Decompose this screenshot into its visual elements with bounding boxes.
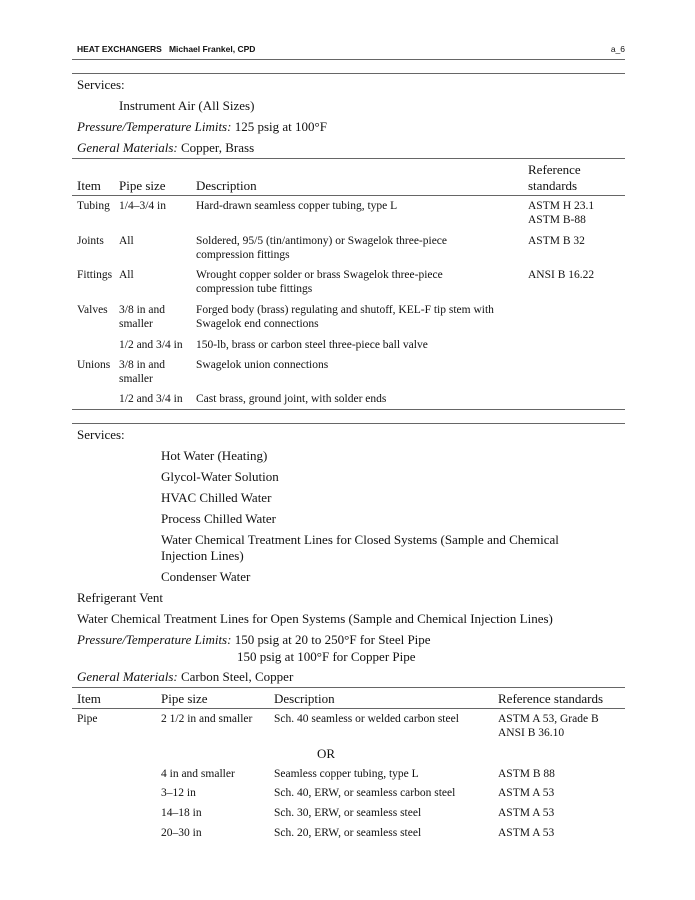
table1-row-ref: ASTM H 23.1 ASTM B-88 xyxy=(528,200,595,226)
section2-service: Process Chilled Water xyxy=(161,511,276,526)
table1-row-size: All xyxy=(119,235,134,247)
table2-row-desc: Sch. 30, ERW, or seamless steel xyxy=(274,807,422,819)
header-title: HEAT EXCHANGERS xyxy=(77,44,162,54)
table1-row-desc: Cast brass, ground joint, with solder ends xyxy=(196,393,387,405)
table1-col-item: Item xyxy=(77,178,101,193)
section2-services-label: Services: xyxy=(77,427,125,442)
section2-service: Water Chemical Treatment Lines for Closed Systems (Sample and Chemical Injection Lines) xyxy=(161,532,559,563)
table1-row-size: All xyxy=(119,269,134,281)
table1-row-size: 3/8 in and smaller xyxy=(119,359,165,385)
table1-row-item: Tubing xyxy=(77,200,110,212)
section2-service: Condenser Water xyxy=(161,569,251,584)
materials-label: General Materials: xyxy=(77,140,178,155)
section2-open-systems: Water Chemical Treatment Lines for Open Systems (Sample and Chemical Injection Lines) xyxy=(77,611,553,626)
table1-row-desc: Soldered, 95/5 (tin/antimony) or Swagelok three-piece compression fittings xyxy=(196,235,448,261)
materials-label: General Materials: xyxy=(77,669,178,684)
table2-header-rule xyxy=(72,708,625,709)
limits-value: 125 psig at 100°F xyxy=(234,119,327,134)
table1-bottom-rule xyxy=(72,409,625,410)
section1-materials xyxy=(77,140,254,156)
section2-materials xyxy=(77,669,293,685)
table1-row-desc: 150-lb, brass or carbon steel three-piece ball valve xyxy=(196,339,428,351)
materials-value: Copper, Brass xyxy=(180,140,255,155)
table1-row-size: 1/2 and 3/4 in xyxy=(119,339,183,351)
section2-top-rule xyxy=(72,423,625,424)
table2-row-ref: ASTM B 88 xyxy=(498,768,555,780)
section2-limits-line2: 150 psig at 100°F for Copper Pipe xyxy=(237,649,416,664)
table2-row-ref: ASTM A 53, Grade B ANSI B 36.10 xyxy=(498,713,599,739)
table1-row-size: 1/4–3/4 in xyxy=(119,200,166,212)
table1-row-ref: ANSI B 16.22 xyxy=(528,269,595,281)
section2-limits xyxy=(77,632,431,648)
table2-or-separator: OR xyxy=(317,746,336,761)
table1-row-item: Valves xyxy=(77,304,108,316)
table1-row-item: Joints xyxy=(77,235,104,247)
table2-col-desc: Description xyxy=(274,691,335,706)
table2-row-size: 20–30 in xyxy=(161,827,202,839)
table2-row-item: Pipe xyxy=(77,713,98,725)
section1-top-rule xyxy=(72,73,625,74)
table2-row-size: 2 1/2 in and smaller xyxy=(161,713,253,725)
table1-row-item: Fittings xyxy=(77,269,113,281)
section2-service: HVAC Chilled Water xyxy=(161,490,272,505)
table1-header-rule xyxy=(72,195,625,196)
table1-row-size: 1/2 and 3/4 in xyxy=(119,393,183,405)
table2-col-item: Item xyxy=(77,691,101,706)
table2-row-desc: Seamless copper tubing, type L xyxy=(274,768,419,780)
section2-service: Hot Water (Heating) xyxy=(161,448,268,463)
limits-label: Pressure/Temperature Limits: xyxy=(77,119,232,134)
table1-row-ref: ASTM B 32 xyxy=(528,235,585,247)
table1-top-rule xyxy=(72,158,625,159)
section2-refrigerant: Refrigerant Vent xyxy=(77,590,164,605)
table1-col-ref-line1: Reference xyxy=(528,162,581,177)
header-author: Michael Frankel, CPD xyxy=(168,44,256,54)
table2-row-ref: ASTM A 53 xyxy=(498,827,555,839)
table2-row-size: 4 in and smaller xyxy=(161,768,235,780)
table1-row-desc: Hard-drawn seamless copper tubing, type L xyxy=(196,200,398,212)
table1-col-ref-line2: standards xyxy=(528,178,578,193)
table2-row-size: 14–18 in xyxy=(161,807,202,819)
table1-row-desc: Wrought copper solder or brass Swagelok three-piece compression tube fittings xyxy=(196,269,443,295)
header-rule xyxy=(72,59,625,60)
table2-row-ref: ASTM A 53 xyxy=(498,787,555,799)
limits-label: Pressure/Temperature Limits: xyxy=(77,632,232,647)
section2-service: Glycol-Water Solution xyxy=(161,469,279,484)
section1-service: Instrument Air (All Sizes) xyxy=(119,98,255,113)
table2-col-size: Pipe size xyxy=(161,691,208,706)
limits-line1: 150 psig at 20 to 250°F for Steel Pipe xyxy=(234,632,431,647)
table1-col-desc: Description xyxy=(196,178,257,193)
table1-row-item: Unions xyxy=(77,359,111,371)
table1-col-size: Pipe size xyxy=(119,178,166,193)
table2-row-desc: Sch. 40 seamless or welded carbon steel xyxy=(274,713,459,725)
table2-col-ref: Reference standards xyxy=(498,691,604,706)
running-header xyxy=(77,44,625,54)
table2-row-desc: Sch. 40, ERW, or seamless carbon steel xyxy=(274,787,456,799)
section1-limits xyxy=(77,119,327,135)
table2-row-ref: ASTM A 53 xyxy=(498,807,555,819)
section1-services-label: Services: xyxy=(77,77,125,92)
header-page-ref: a_6 xyxy=(610,44,625,54)
materials-value: Carbon Steel, Copper xyxy=(180,669,294,684)
table1-row-desc: Swagelok union connections xyxy=(196,359,329,371)
table2-row-desc: Sch. 20, ERW, or seamless steel xyxy=(274,827,422,839)
table1-row-size: 3/8 in and smaller xyxy=(119,304,165,330)
table2-row-size: 3–12 in xyxy=(161,787,196,799)
table1-row-desc: Forged body (brass) regulating and shutoff, KEL-F tip stem with Swagelok end connections xyxy=(196,304,494,330)
table2-top-rule xyxy=(72,687,625,688)
